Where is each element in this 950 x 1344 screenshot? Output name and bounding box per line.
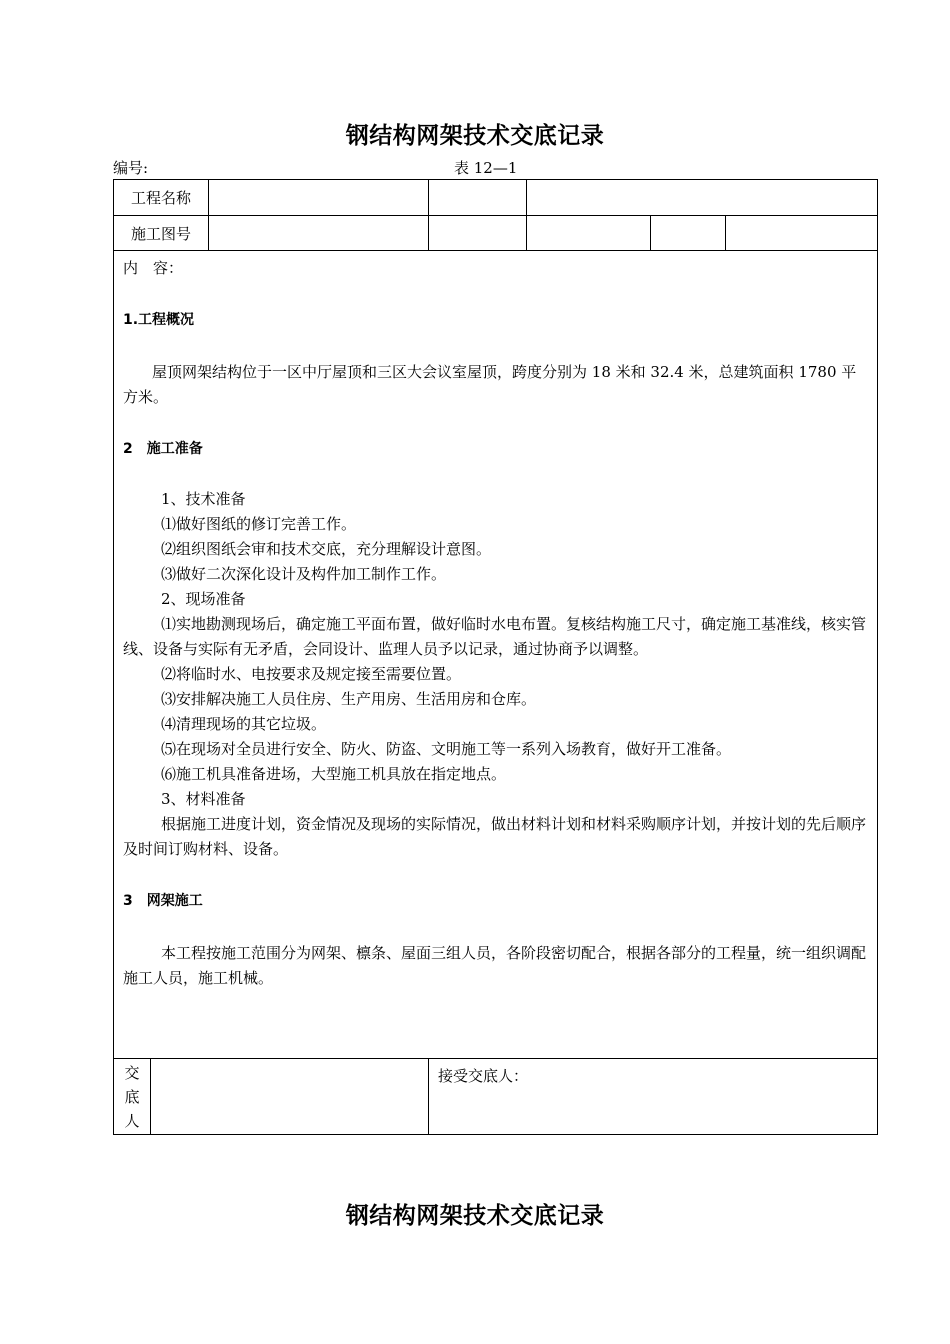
site-prep-item-3: ⑶安排解决施工人员住房、生产用房、生活用房和仓库。 [161, 690, 537, 708]
receiver-signature[interactable] [429, 1059, 878, 1135]
site-prep-item-2: ⑵将临时水、电按要求及规定接至需要位置。 [161, 665, 462, 683]
receiver-label: 接受交底人： [438, 1067, 529, 1085]
section-1-heading: 1.工程概况 [123, 312, 195, 328]
site-prep-item-5: ⑸在现场对全员进行安全、防火、防盗、文明施工等一系列入场教育，做好开工准备。 [161, 740, 732, 758]
document-title-repeat: 钢结构网架技术交底记录 [345, 1203, 605, 1229]
number-label: 编号: [113, 159, 149, 177]
material-prep-heading: 3、材料准备 [161, 790, 246, 808]
drawing-no-extra-4[interactable] [726, 216, 878, 251]
drawing-no-value[interactable] [209, 216, 429, 251]
site-prep-item-1: ⑴实地勘测现场后，确定施工平面布置，做好临时水电布置。复核结构施工尺寸，确定施工基准线，核实管线、设备与实际有无矛盾，会同设计、监理人员予以记录，通过协商予以调整。 [123, 615, 867, 658]
discloser-label: 交 底 人 [114, 1059, 151, 1135]
project-name-row [114, 180, 878, 216]
section-3-heading: 3 网架施工 [123, 893, 203, 909]
tech-prep-heading: 1、技术准备 [161, 490, 246, 508]
tech-prep-item-3: ⑶做好二次深化设计及构件加工制作工作。 [161, 565, 447, 583]
project-name-extra[interactable] [429, 180, 527, 216]
drawing-no-extra-2[interactable] [527, 216, 651, 251]
tech-prep-item-2: ⑵组织图纸会审和技术交底，充分理解设计意图。 [161, 540, 492, 558]
tech-prep-item-1: ⑴做好图纸的修订完善工作。 [161, 515, 357, 533]
section-3-body: 本工程按施工范围分为网架、檩条、屋面三组人员，各阶段密切配合，根据各部分的工程量，统一组织调配施工人员，施工机械。 [123, 944, 867, 987]
discloser-signature[interactable] [151, 1059, 429, 1135]
project-name-extra-2[interactable] [527, 180, 878, 216]
site-prep-item-6: ⑹施工机具准备进场，大型施工机具放在指定地点。 [161, 765, 507, 783]
drawing-no-extra-1[interactable] [429, 216, 527, 251]
project-name-value[interactable] [209, 180, 429, 216]
drawing-no-extra-3[interactable] [651, 216, 726, 251]
form-id: 表 12—1 [454, 159, 518, 177]
document-title: 钢结构网架技术交底记录 [345, 123, 605, 149]
site-prep-heading: 2、现场准备 [161, 590, 246, 608]
content-label: 内 容： [123, 259, 184, 277]
disclosure-form [113, 179, 878, 1135]
section-1-body: 屋顶网架结构位于一区中厅屋顶和三区大会议室屋顶，跨度分别为 18 米和 32.4 米，总建筑面积 1780 平方米。 [123, 363, 857, 406]
signature-row [114, 1059, 878, 1135]
drawing-no-label: 施工图号 [114, 216, 209, 251]
drawing-no-row [114, 216, 878, 251]
content-row [114, 251, 878, 1059]
content-cell [114, 251, 878, 1059]
material-prep-body: 根据施工进度计划，资金情况及现场的实际情况，做出材料计划和材料采购顺序计划，并按计划的先后顺序及时间订购材料、设备。 [123, 815, 867, 858]
project-name-label: 工程名称 [114, 180, 209, 216]
section-2-heading: 2 施工准备 [123, 441, 203, 457]
site-prep-item-4: ⑷清理现场的其它垃圾。 [161, 715, 327, 733]
